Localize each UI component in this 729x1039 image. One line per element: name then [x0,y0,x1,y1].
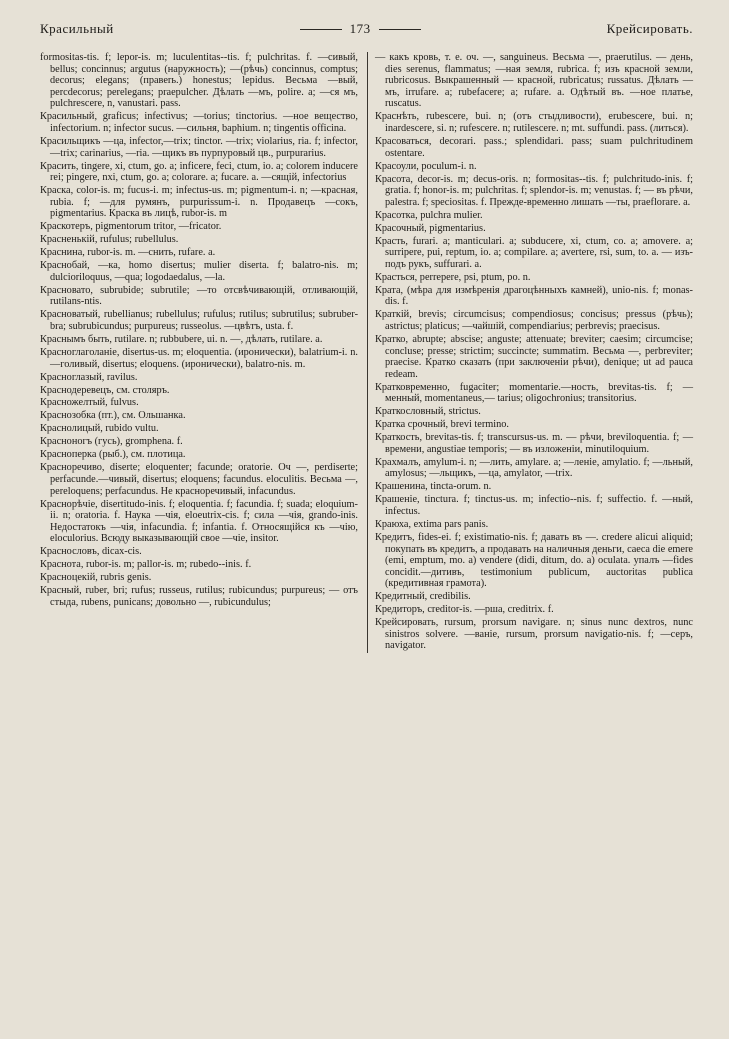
dictionary-entry: Краснословъ, dicax-cis. [40,546,142,558]
dictionary-entry: Красноречиво, diserte; eloquenter; facunde; oratorie. Оч —, perdiserte; perfacunde.—чивый, disertus; eloquens; facundus. eloculitis. Весьма —, pereloquens; perfacundus. Не красноречивый, infacundus. [40,462,358,497]
dictionary-entry: Краснолицый, rubido vultu. [40,423,159,435]
dictionary-entry: Красться, perrepere, psi, ptum, po. n. [375,271,531,283]
dictionary-entry: Красоваться, decorari. pass.; splendidari. pass; suam pulchritudinem ostentare. [375,135,693,159]
dictionary-entry: Кратковременно, fugaciter; momentarie.—ность, brevitas-tis. f; —менный, momentaneus,— tarius; oligochronius; transitorius. [375,381,693,405]
dictionary-entry: Крахмалъ, amylum-i. n; —лить, amylare. a; —леніе, amylatio. f; —льный, amylosus; —льщикъ, —ца, amylator, —trix. [375,456,693,480]
running-header [40,18,693,40]
dictionary-entry: Краснымъ быть, rutilare. n; rubbubere, ui. n. —, дѣлать, rutilare. a. [40,333,323,345]
dictionary-entry: Краткословный, strictus. [375,406,481,418]
dictionary-entry: Красновато, subrubide; subrutile; —то отсвѣчивающій, отливающій, rutilans-ntis. [40,284,358,308]
dictionary-entry: Крата, (мѣра для измѣренія драгоцѣнныхъ камней), unio-nis. f; monas-dis. f. [375,284,693,308]
dictionary-entry: Крашенина, tincta-orum. n. [375,481,492,493]
dictionary-entry: Красоули, poculum-i. n. [375,160,477,172]
dictionary-entry: Крашеніе, tinctura. f; tinctus-us. m; infectio--nis. f; suffectio. f. —ный, infectus. [375,494,693,517]
dictionary-entry: Краткій, brevis; circumcisus; compendiosus; concisus; pressus (рѣчь); astrictus; platicus; —чайшій, compendiarius; perbrevis; praecisus. [375,309,693,332]
dictionary-entry: — какъ кровь, т. е. оч. —, sanguineus. Весьма —, praerutilus. — день, dies serenus, flammatus; —ная земля, rubrica. f; изъ красной земли, rubricosus. Выкрашенный — красной, rubricatus; russatus. Дѣлать —мъ, irrufare. a; rubefacere; a; rufare. a. Одѣтый въ. —ное платье, ruscatus. [375,52,693,110]
header-left-guide-word: Красильный [40,21,114,36]
dictionary-entry: Кредитный, credibilis. [375,591,471,603]
dictionary-entry: Красть, furari. a; manticulari. a; subducere, xi, ctum, co. a; amovere. a; surripere, pui, reptum, io. a; compilare. a; avertere, rsi, sum, to. a. — изъ-подъ рукъ, suffurari. a. [375,235,693,270]
dictionary-entry: Краснина, rubor-is. m. —снить, rufare. a. [40,247,216,259]
header-right-guide-word: Крейсировать. [606,21,693,36]
dictionary-entry: Краска, color-is. m; fucus-i. m; infectus-us. m; pigmentum-i. n; —красная, rubia. f; —для румянъ, purpurissum-i. n. Продавецъ —сокъ, pigmentarius. Краска въ лицѣ, rubor-is. m [40,185,358,220]
dictionary-entry: Краснобай, —ка, homo disertus; mulier diserta. f; balatro-nis. m; dulcioriloquus, —qua; logodaedalus, —la. [40,260,358,283]
dictionary-entry: Красота, decor-is. m; decus-oris. n; formositas--tis. f; pulchritudo-inis. f; gratia. f; honor-is. m; pulchritas. f; splendor-is. m; venustas. f; — въ рѣчи, palestra. f; speciositas. f. Прежде-временно лишать —ты, praeflorare. a. [375,173,693,208]
page-number-block [300,21,421,37]
dictionary-entry: Кратко, abrupte; abscise; anguste; attenuate; breviter; caesim; circumcise; concluse; presse; strictim; succincte; summatim. Весьма —, perbreviter; praecise. Кратко сказать (при заключеніи рѣчи), denique; ut ad pauca redeam. [375,333,693,380]
header-rule-right [379,29,421,30]
dictionary-entry: Краснодеревецъ, см. столяръ. [40,384,170,396]
dictionary-entry: Красноногъ (гусь), gromphena. f. [40,436,183,448]
dictionary-entry: Красноглазый, ravilus. [40,371,138,383]
dictionary-entry: Краткость, brevitas-tis. f; transcursus-us. m. — рѣчи, breviloquentia. f; — времени, angustiae temporis; — въ изложеніи, minutiloquium. [375,432,693,455]
dictionary-entry: Кратка срочный, brevi termino. [375,419,510,431]
dictionary-entry: Красненькій, rufulus; rubellulus. [40,234,179,246]
dictionary-entry: Краснозобка (пт.), см. Ольшанка. [40,410,186,422]
dictionary-entry: Краснорѣчіе, disertitudo-inis. f; eloquentia. f; facundia. f; suada; eloquium-ii. n; oratoria. f. Наука —чія, eloeutrix-cis. f; сила —чія, grando-inis. Недостатокъ —чія, infacundia. f; infantia. f. Относящійся къ —чію, eloculorius. Всюду выказывающій свое —чіе, insitor. [40,498,358,545]
dictionary-entry: Краскотеръ, pigmentorum tritor, —fricator. [40,221,222,233]
text-columns [40,52,693,653]
dictionary-entry: Красильный, graficus; infectivus; —torius; tinctorius. —ное вещество, infectorium. n; infector sucus. —сильня, baphium. n; tingentis officina. [40,111,358,134]
dictionary-entry: Красноцекій, rubris genis. [40,572,152,584]
dictionary-entry: Красноглаголаніе, disertus-us. m; eloquentia. (иронически), balatrium-i. n. —голивый, disertus; eloquens. (иронически), balatro-nis. m. [40,346,358,370]
dictionary-entry: Красильщикъ —ца, infector,—trix; tinctor. —trix; violarius, ria. f; infector, —trix; carinarius, —ria. —щикъ въ пурпуровый цв., purpurarius. [40,135,358,159]
dictionary-entry: Красножелтый, fulvus. [40,397,139,409]
dictionary-entry: Краснота, rubor-is. m; pallor-is. m; rubedo--inis. f. [40,559,252,571]
column-divider [367,52,368,653]
left-column [40,52,358,653]
dictionary-entry: Красноватый, rubellianus; rubellulus; rufulus; rutilus; subrutilus; subruber-bra; subrubicundus; purpureus; russeolus. —цвѣтъ, usta. f. [40,309,358,332]
dictionary-entry: Кредитъ, fides-ei. f; existimatio-nis. f; давать въ —. credere alicui aliquid; покупать въ кредитъ, а продавать на наличныя деньги, caeca die emere (emi, emptum, mo. a) vendere (didi, ditum, do. a) oculata. упалъ —fides concidit.—дитивъ, testimonium publicum, auctoritas publica (кредитивная грамота). [375,531,693,590]
right-column [375,52,693,653]
dictionary-entry: Красотка, pulchra mulier. [375,209,483,221]
dictionary-entry: Крейсировать, rursum, prorsum navigare. n; sinus nunc dextros, nunc sinistros solvere. —ваніе, rursum, prorsum navigatio-nis. f; —серъ, navigator. [375,617,693,652]
header-rule-left [300,29,342,30]
dictionary-entry: Кредиторъ, creditor-is. —рша, creditrix. f. [375,604,554,616]
dictionary-entry: Краюха, extima pars panis. [375,518,489,530]
dictionary-entry: Красный, ruber, bri; rufus; russeus, rutilus; rubicundus; purpureus; — отъ стыда, rubens, punicans; довольно —, rubicundulus; [40,585,358,608]
dictionary-entry: Краснѣть, rubescere, bui. n; (отъ стыдливости), erubescere, bui. n; inardescere, si. n; rufescere. n; rutilescere. n; mt. suffundi. pass. (литься). [375,111,693,134]
dictionary-entry: Красноперка (рыб.), см. плотица. [40,449,186,461]
dictionary-entry: Красить, tingere, xi, ctum, go. a; inficere, feci, ctum, io. a; colorem inducere rei; pingere, nxi, ctum, go. a; colorare. a; fucare. a. —сящій, infectorius [40,160,358,184]
dictionary-entry: formositas-tis. f; lepor-is. m; luculentitas--tis. f; pulchritas. f. —сивый, bellus; concinnus; argutus (наружность); —(рѣчь) concinnus, comptus; decorus; elegans; (правеrь.) honestus; lepidus. Весьма —вый, percdecorus; perelegans; praepulcher. Дѣлать —мъ, polire. a; —ся мъ, pulchrescere, n, vanustari. pass. [40,52,358,110]
page-number: 173 [349,21,371,36]
dictionary-entry: Красочный, pigmentarius. [375,222,486,234]
